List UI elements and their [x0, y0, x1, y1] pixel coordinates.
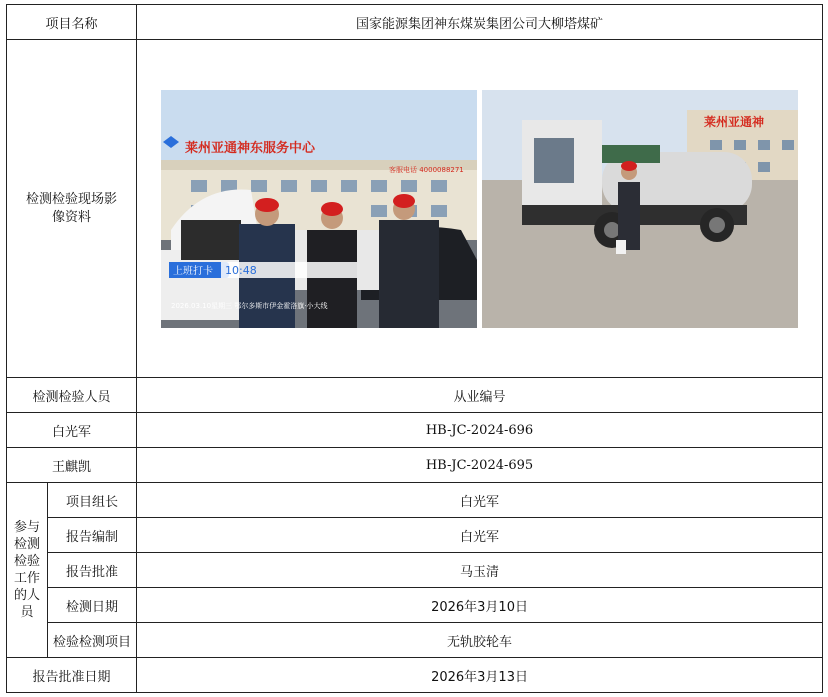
leader-label: 项目组长 [48, 483, 137, 518]
inspector-cert-number: HB-JC-2024-695 [137, 448, 823, 483]
project-name-value: 国家能源集团神东煤炭集团公司大柳塔煤矿 [137, 5, 823, 40]
compiler-label: 报告编制 [48, 518, 137, 553]
participants-label: 参与检测检验工作的人员 [7, 483, 48, 658]
inspection-date-label: 检测日期 [48, 588, 137, 623]
building-phone: 客服电话 4000088271 [389, 165, 464, 174]
inspection-date-value: 2026年3月10日 [137, 588, 823, 623]
approver-value: 马玉清 [137, 553, 823, 588]
inspection-item-value: 无轨胶轮车 [137, 623, 823, 658]
inspector-cert-number: HB-JC-2024-696 [137, 413, 823, 448]
building-sign-2: 莱州亚通神 [704, 114, 765, 129]
project-name-label: 项目名称 [7, 5, 137, 40]
photos-label: 检测检验现场影像资料 [7, 40, 137, 378]
checkin-location: 2026.03.10星期三 鄂尔多斯市伊金霍洛旗·小大线 [171, 301, 328, 310]
checkin-time: 10:48 [225, 263, 257, 277]
inspectors-label: 检测检验人员 [7, 378, 137, 413]
site-photo-group [161, 90, 477, 328]
checkin-label: 上班打卡 [173, 265, 214, 277]
inspector-name: 王麒凯 [7, 448, 137, 483]
leader-value: 白光军 [137, 483, 823, 518]
inspector-name: 白光军 [7, 413, 137, 448]
inspection-record-table [6, 4, 823, 693]
approval-date-label: 报告批准日期 [7, 658, 137, 693]
approval-date-value: 2026年3月13日 [137, 658, 823, 693]
site-photo-vehicle [482, 90, 798, 328]
compiler-value: 白光军 [137, 518, 823, 553]
photos-cell [137, 40, 823, 378]
building-sign: 莱州亚通神东服务中心 [185, 140, 316, 156]
approver-label: 报告批准 [48, 553, 137, 588]
inspection-item-label: 检验检测项目 [48, 623, 137, 658]
cert-number-header: 从业编号 [137, 378, 823, 413]
